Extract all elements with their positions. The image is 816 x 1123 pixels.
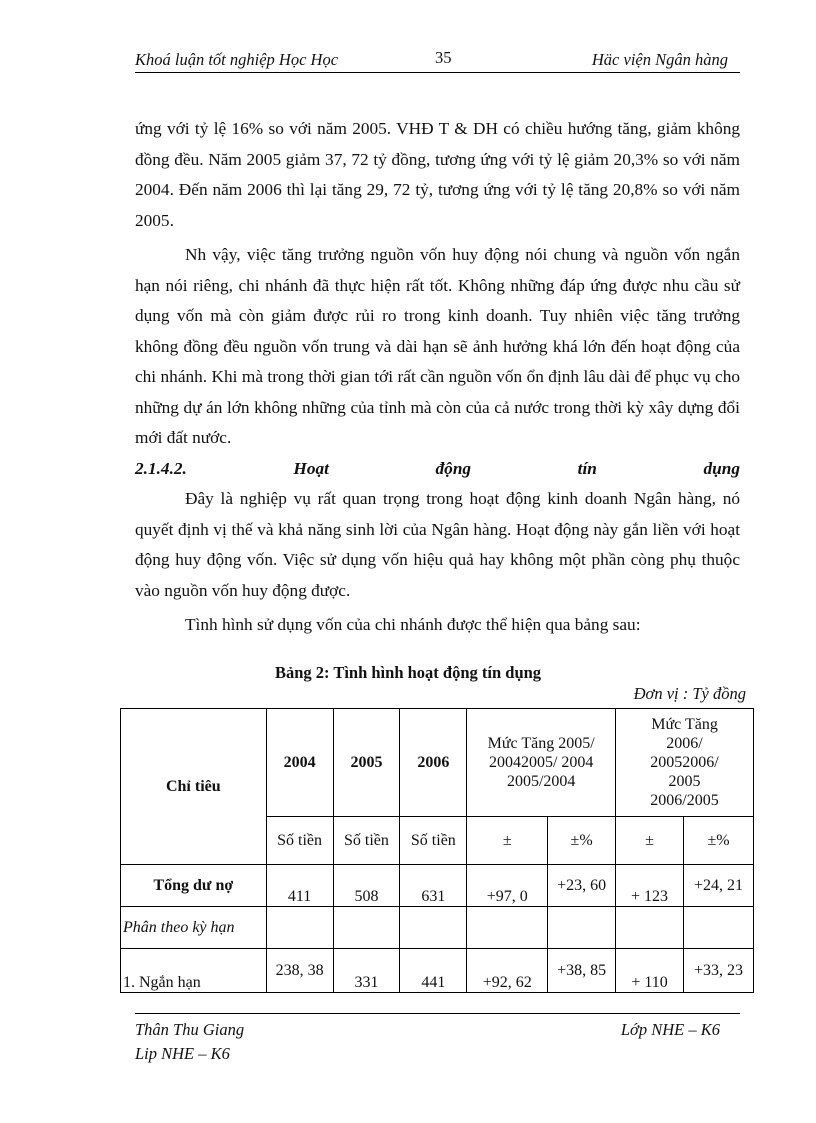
header-percent: ±% [548, 817, 616, 865]
cell-2005: 508 [333, 865, 400, 907]
header-year-2006: 2006 [400, 709, 467, 817]
header-thesis-title: Khoá luận tốt nghiệp Học Học [135, 50, 339, 69]
header-institution: Häc viện Ngân hàng [591, 50, 728, 69]
cell-2004 [266, 907, 333, 949]
paragraph: Đây là nghiệp vụ rất quan trọng trong hoạt động kinh doanh Ngân hàng, nó quyết định vị thế và khả năng sinh lời của Ngân hàng. Hoạt động này gắn liền với hoạt động huy động vốn. Việc sử dụng vốn hiệu quả hay không một phần còng phụ thuộc vào nguồn vốn huy động được. [135, 489, 740, 600]
header-amount: Số tiền [266, 817, 333, 865]
header-year-2004: 2004 [266, 709, 333, 817]
table-unit: Đơn vị : Tỷ đồng [633, 684, 746, 703]
table-row [121, 907, 754, 949]
section-word: động [435, 458, 472, 478]
header-year-2005: 2005 [333, 709, 400, 817]
author-name: Thân Thu Giang [135, 1020, 245, 1039]
body-text [135, 114, 740, 641]
cell-change1: +97, 0 [467, 865, 548, 907]
section-word: dụng [703, 458, 740, 478]
paragraph: Nh vậy, việc tăng trưởng nguồn vốn huy động nói chung và nguồn vốn ngắn hạn nói riêng, chi nhánh đã thực hiện rất tốt. Không những đáp ứng được nhu cầu sử dụng vốn mà còn giảm được rủi ro trong kinh doanh. Tuy nhiên việc tăng trưởng không đồng đều nguồn vốn trung và dài hạn sẽ ảnh hưởng khá lớn đến hoạt động của chi nhánh. Khi mà trong thời gian tới rất cần nguồn vốn ổn định lâu dài để phục vụ cho những dự án lớn không những của tỉnh mà còn của cả nước trong thời kỳ xây dựng đổi mới đất nước. [135, 245, 740, 447]
cell-2004: 238, 38 [266, 949, 333, 993]
cell-2004: 411 [266, 865, 333, 907]
header-amount: Số tiền [400, 817, 467, 865]
cell-percent1 [548, 907, 616, 949]
row-label: Phân theo kỳ hạn [121, 907, 267, 949]
header-indicator: Chỉ tiêu [121, 709, 267, 865]
page-footer [135, 1018, 740, 1068]
class-label: Lớp NHE – K6 [620, 1020, 720, 1039]
cell-change1: +92, 62 [467, 949, 548, 993]
row-label: 1. Ngắn hạn [121, 949, 267, 993]
table-row [121, 949, 754, 993]
footer-divider [135, 1013, 740, 1014]
header-plusminus: ± [616, 817, 684, 865]
section-number: 2.1.4.2. [135, 458, 187, 478]
cell-2005 [333, 907, 400, 949]
cell-change1 [467, 907, 548, 949]
header-change-2006: Mức Tăng 2006/ 20052006/ 2005 2006/2005 [616, 709, 754, 817]
page-header [135, 48, 740, 73]
cell-percent2: +33, 23 [684, 949, 754, 993]
author-class: Lip NHE – K6 [135, 1044, 230, 1063]
section-word: tín [577, 458, 597, 478]
table-row [121, 865, 754, 907]
cell-2006: 441 [400, 949, 467, 993]
header-percent: ±% [684, 817, 754, 865]
section-word: Hoạt [293, 458, 329, 478]
cell-percent1: +23, 60 [548, 865, 616, 907]
cell-change2: + 123 [616, 865, 684, 907]
paragraph: ứng với tỷ lệ 16% so với năm 2005. VHĐ T & DH có chiều hướng tăng, giảm không đồng đều. Năm 2005 giảm 37, 72 tỷ đồng, tương ứng với tỷ lệ giảm 20,3% so với năm 2004. Đến năm 2006 thì lại tăng 29, 72 tỷ, tương ứng với tỷ lệ tăng 20,8% so với năm 2005. [135, 119, 740, 230]
section-heading [135, 454, 740, 485]
header-amount: Số tiền [333, 817, 400, 865]
row-label: Tổng dư nợ [121, 865, 267, 907]
cell-2006 [400, 907, 467, 949]
header-change-2005: Mức Tăng 2005/ 20042005/ 2004 2005/2004 [467, 709, 616, 817]
table-title: Bảng 2: Tình hình hoạt động tín dụng [274, 663, 542, 682]
cell-percent1: +38, 85 [548, 949, 616, 993]
paragraph: Tình hình sử dụng vốn của chi nhánh được thể hiện qua bảng sau: [185, 615, 641, 634]
credit-activity-table [120, 708, 754, 993]
page-number: 35 [435, 48, 452, 67]
cell-2005: 331 [333, 949, 400, 993]
cell-change2: + 110 [616, 949, 684, 993]
cell-percent2 [684, 907, 754, 949]
cell-2006: 631 [400, 865, 467, 907]
cell-change2 [616, 907, 684, 949]
cell-percent2: +24, 21 [684, 865, 754, 907]
header-plusminus: ± [467, 817, 548, 865]
